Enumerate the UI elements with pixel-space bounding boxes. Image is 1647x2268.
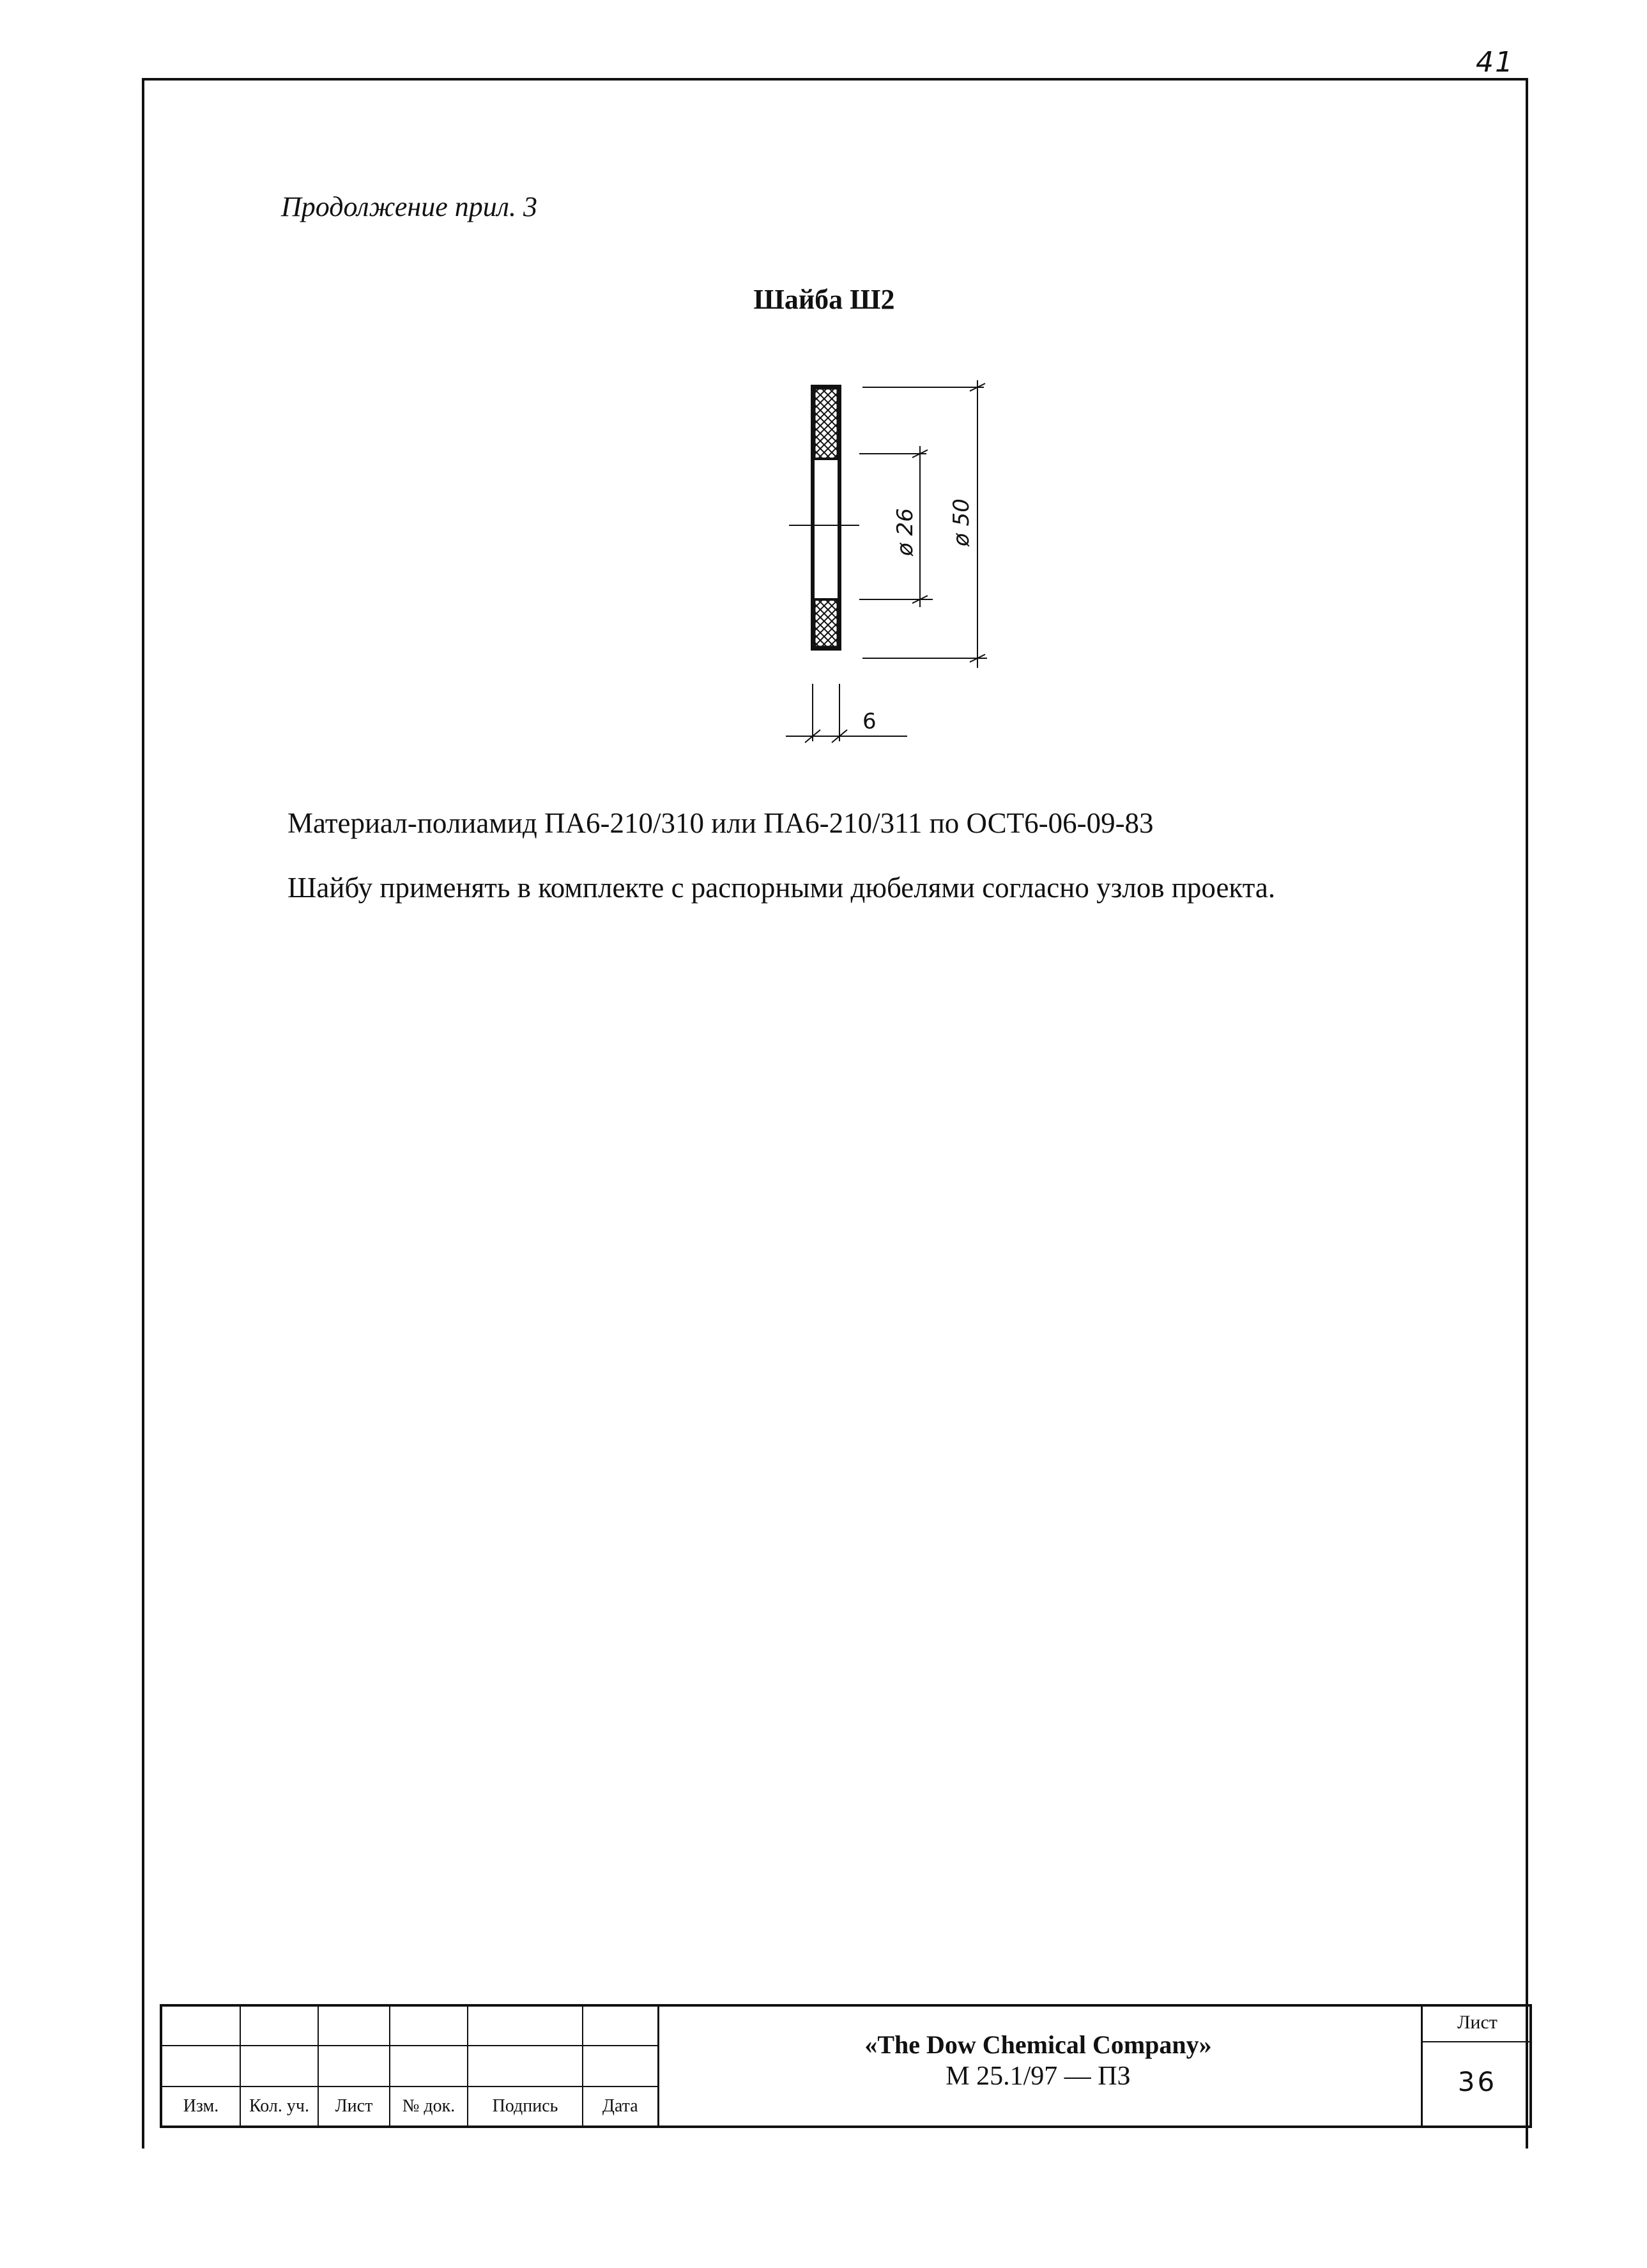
part-title: Шайба Ш2 — [753, 284, 895, 315]
washer-drawing — [767, 364, 1022, 760]
sheet-cell — [1421, 2004, 1532, 2128]
document-code: М 25.1/97 — ПЗ — [946, 2062, 1131, 2091]
sheet-label: Лист — [1423, 2004, 1532, 2042]
sheet-value: 36 — [1457, 2066, 1498, 2097]
col-sheet: Лист — [318, 2087, 390, 2125]
revision-table — [162, 2007, 659, 2125]
inner-diameter-label: ø 26 — [892, 508, 918, 556]
col-date: Дата — [583, 2087, 658, 2125]
usage-note: Шайбу применять в комплекте с распорными дюбелями согласно узлов проекта. — [287, 872, 1276, 904]
thickness-label: 6 — [862, 709, 877, 734]
col-signature: Подпись — [468, 2087, 583, 2125]
outer-diameter-label: ø 50 — [949, 498, 974, 546]
col-quantity: Кол. уч. — [240, 2087, 318, 2125]
page-number: 41 — [1476, 46, 1514, 79]
material-spec: Материал-полиамид ПА6-210/310 или ПА6-210/311 по ОСТ6-06-09-83 — [287, 807, 1154, 839]
col-document-number: № док. — [390, 2087, 468, 2125]
col-revision: Изм. — [162, 2087, 240, 2125]
washer-section — [813, 387, 839, 649]
company-name: «The Dow Chemical Company» — [864, 2030, 1212, 2059]
continuation-note: Продолжение прил. 3 — [281, 191, 537, 222]
